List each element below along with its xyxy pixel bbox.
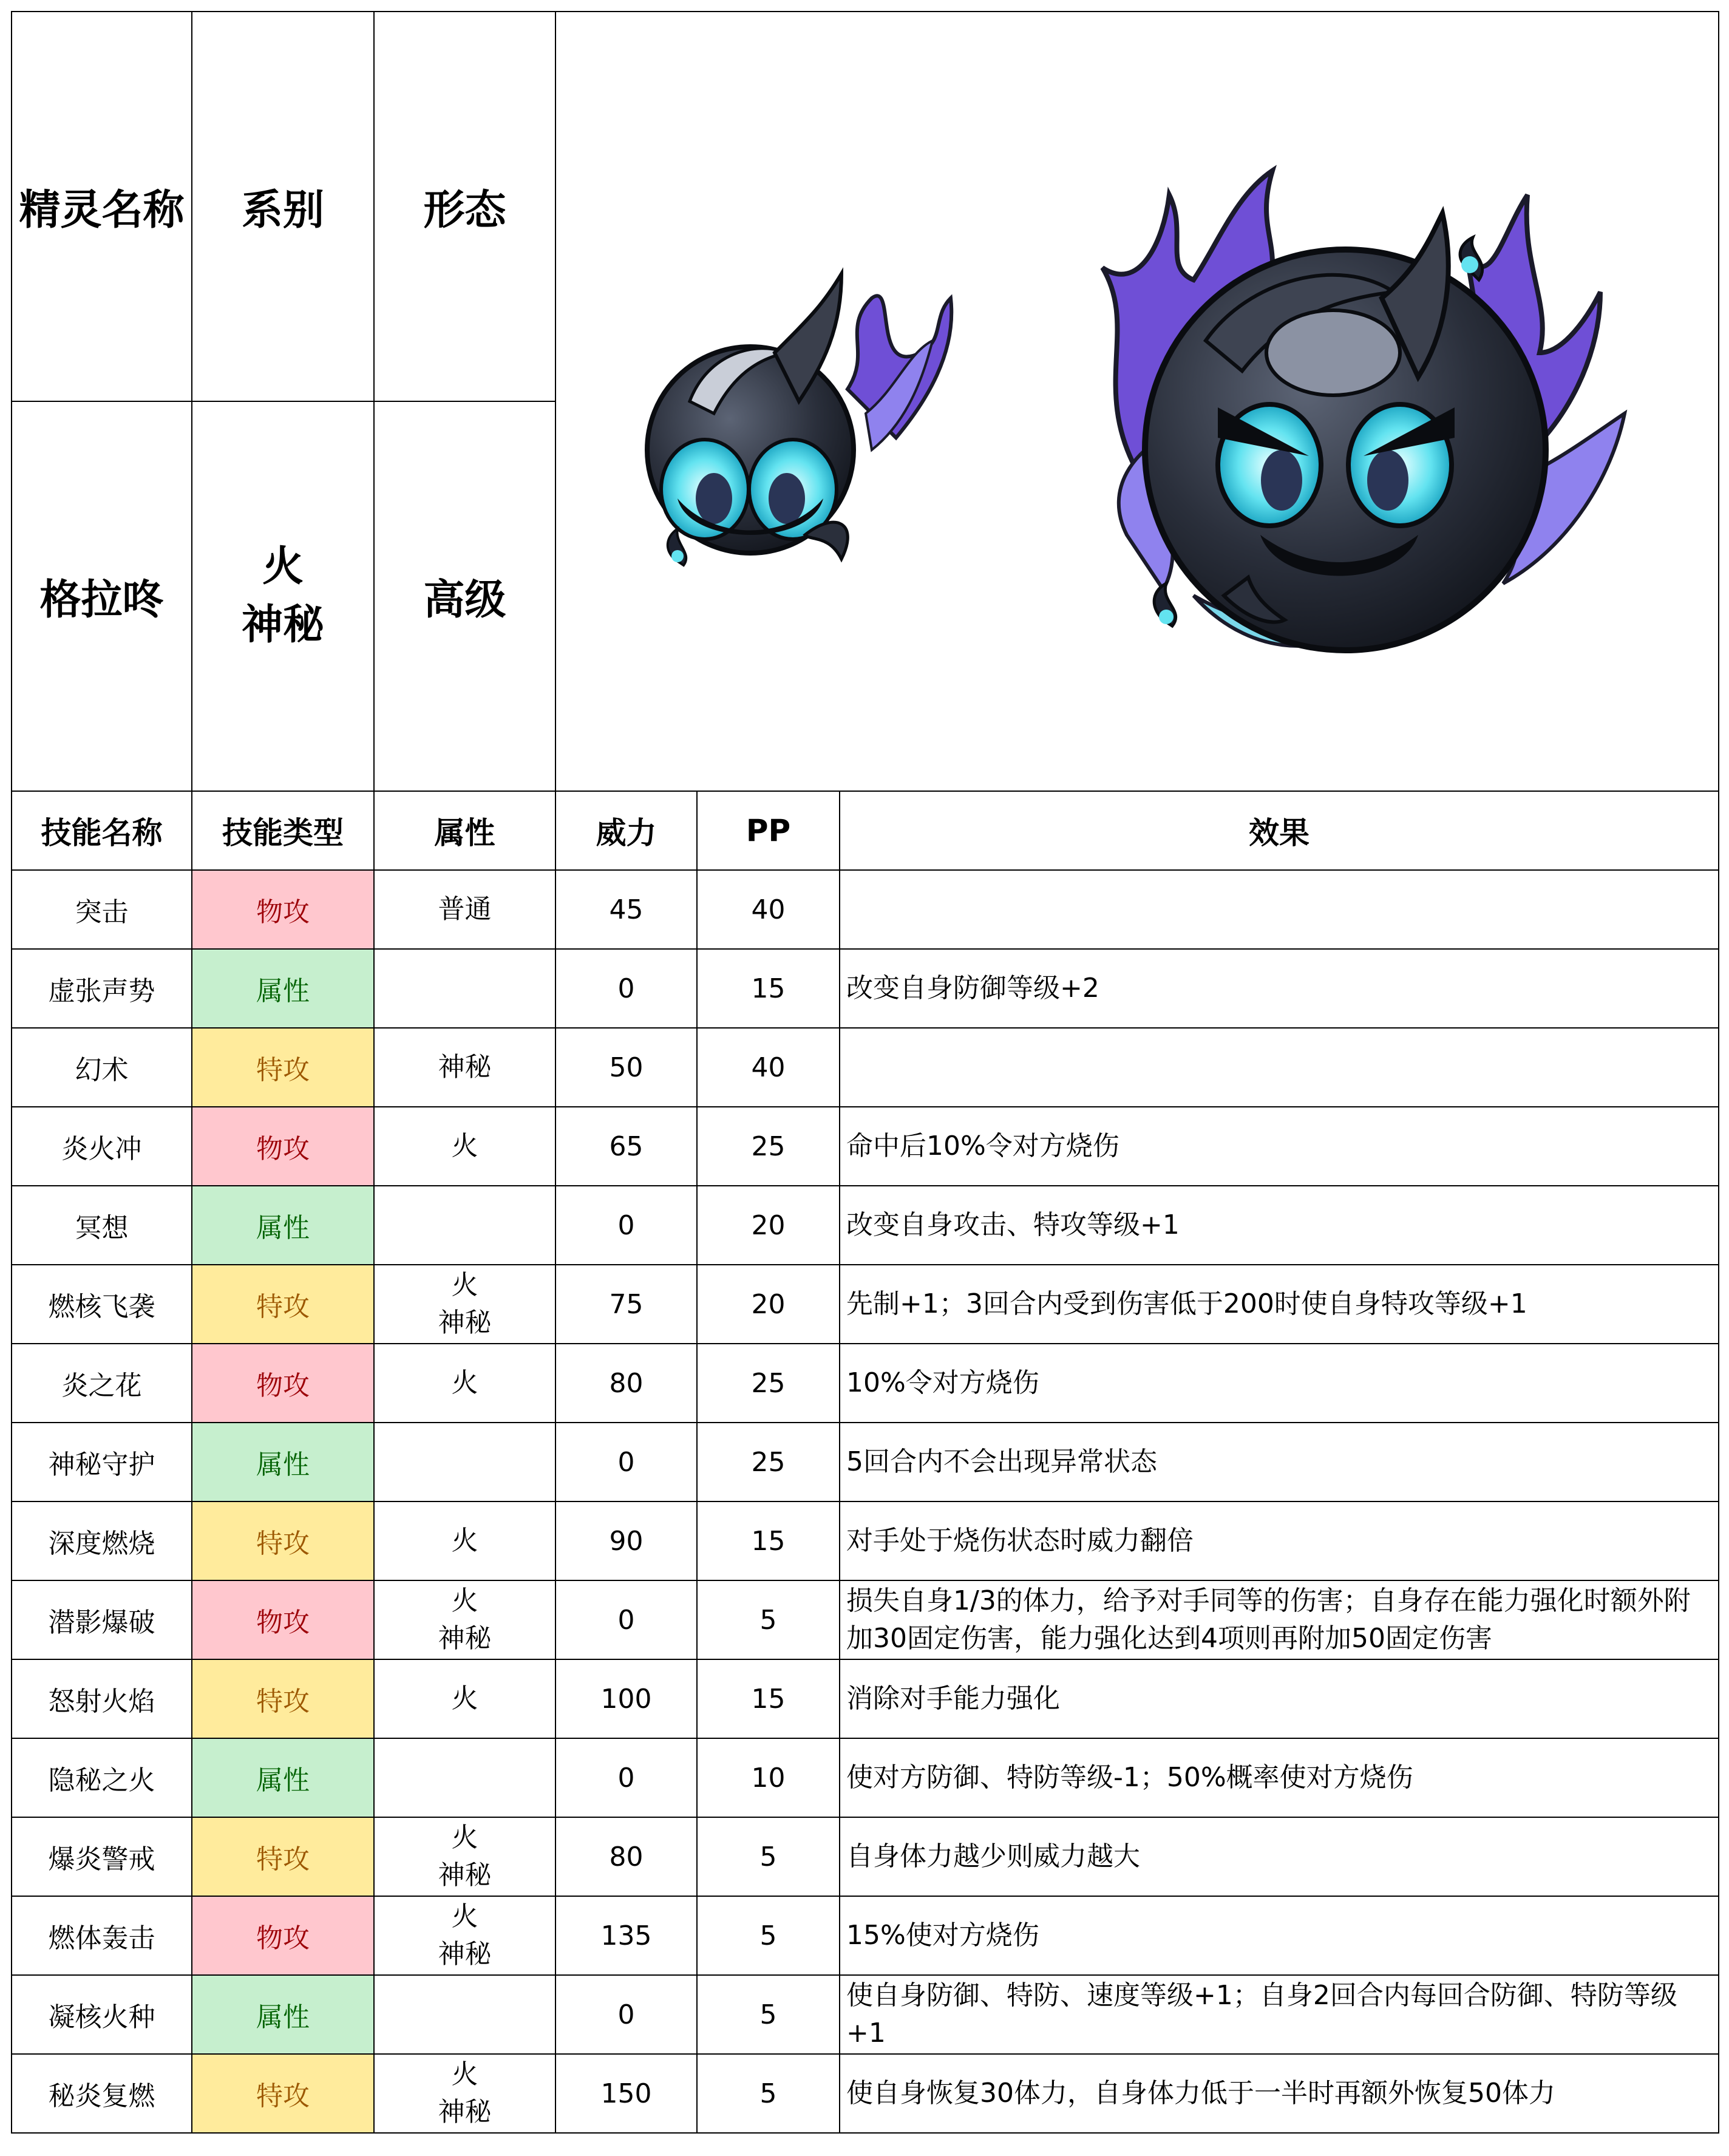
skill-effect: 先制+1；3回合内受到伤害低于200时使自身特攻等级+1 <box>840 1265 1719 1344</box>
skill-effect: 使自身恢复30体力，自身体力低于一半时再额外恢复50体力 <box>840 2054 1719 2133</box>
skill-name: 燃体轰击 <box>12 1896 192 1975</box>
skill-name: 突击 <box>12 870 192 949</box>
skill-effect: 10%令对方烧伤 <box>840 1344 1719 1423</box>
skill-power: 150 <box>555 2054 697 2133</box>
skill-name: 爆炎警戒 <box>12 1817 192 1896</box>
skill-attribute <box>374 1580 555 1659</box>
skill-attribute <box>374 949 555 1028</box>
skill-row <box>12 1580 1719 1659</box>
header-block <box>12 12 1719 791</box>
skill-name: 怒射火焰 <box>12 1659 192 1738</box>
sprite-info-table <box>11 11 1719 2134</box>
skill-pp: 15 <box>697 1501 840 1580</box>
skill-pp: 10 <box>697 1738 840 1817</box>
skill-attribute <box>374 2054 555 2133</box>
skill-row <box>12 1975 1719 2054</box>
skill-attribute <box>374 1186 555 1265</box>
skill-name: 潜影爆破 <box>12 1580 192 1659</box>
skill-type-badge: 物攻 <box>192 1107 374 1186</box>
skill-name: 冥想 <box>12 1186 192 1265</box>
skill-effect: 使对方防御、特防等级-1；50%概率使对方烧伤 <box>840 1738 1719 1817</box>
skill-attribute <box>374 1501 555 1580</box>
skill-attribute-value: 火 <box>451 1683 478 1714</box>
skill-attribute-value: 火 <box>451 1901 478 1932</box>
skill-type-badge: 属性 <box>192 1186 374 1265</box>
skill-effect: 自身体力越少则威力越大 <box>840 1817 1719 1896</box>
col-skill-type: 技能类型 <box>192 791 374 870</box>
sprite-artwork <box>555 12 1719 791</box>
skill-pp: 5 <box>697 1817 840 1896</box>
skill-effect: 15%使对方烧伤 <box>840 1896 1719 1975</box>
skill-row <box>12 1501 1719 1580</box>
skill-type-badge: 物攻 <box>192 1344 374 1423</box>
skill-attribute <box>374 1738 555 1817</box>
skill-type-badge: 特攻 <box>192 1817 374 1896</box>
name-label: 精灵名称 <box>12 12 192 401</box>
skill-name: 虚张声势 <box>12 949 192 1028</box>
skill-name: 神秘守护 <box>12 1423 192 1501</box>
skill-type-badge: 特攻 <box>192 1265 374 1344</box>
skill-power: 0 <box>555 1738 697 1817</box>
skill-attribute <box>374 1265 555 1344</box>
col-skill-name: 技能名称 <box>12 791 192 870</box>
skill-attribute <box>374 1659 555 1738</box>
sprite-type-values <box>192 401 374 791</box>
skill-attribute-value: 神秘 <box>438 2096 492 2127</box>
sprite-type-1: 火 <box>262 543 304 591</box>
skill-pp: 25 <box>697 1423 840 1501</box>
skill-attribute-value: 火 <box>451 1525 478 1556</box>
type-label: 系别 <box>192 12 374 401</box>
skill-effect: 改变自身攻击、特攻等级+1 <box>840 1186 1719 1265</box>
skill-attribute <box>374 1028 555 1107</box>
skill-type-badge: 特攻 <box>192 1659 374 1738</box>
skill-effect: 命中后10%令对方烧伤 <box>840 1107 1719 1186</box>
skill-pp: 5 <box>697 2054 840 2133</box>
skill-power: 80 <box>555 1344 697 1423</box>
skill-row <box>12 870 1719 949</box>
skill-row <box>12 1265 1719 1344</box>
skill-effect: 5回合内不会出现异常状态 <box>840 1423 1719 1501</box>
large-form-sprite <box>1102 171 1625 650</box>
skill-name: 秘炎复燃 <box>12 2054 192 2133</box>
skill-effect <box>840 1028 1719 1107</box>
skill-type-badge: 物攻 <box>192 1896 374 1975</box>
skill-type-badge: 特攻 <box>192 1028 374 1107</box>
skill-row <box>12 1817 1719 1896</box>
skill-pp: 5 <box>697 1975 840 2054</box>
skill-power: 0 <box>555 949 697 1028</box>
skill-attribute-value: 普通 <box>438 894 492 925</box>
skill-row <box>12 1738 1719 1817</box>
skill-attribute-value: 神秘 <box>438 1307 492 1338</box>
skill-attribute <box>374 1423 555 1501</box>
skill-attribute-value: 神秘 <box>438 1939 492 1970</box>
skill-effect: 对手处于烧伤状态时威力翻倍 <box>840 1501 1719 1580</box>
skill-attribute <box>374 1896 555 1975</box>
skill-type-badge: 属性 <box>192 1423 374 1501</box>
skill-attribute <box>374 1344 555 1423</box>
skill-name: 凝核火种 <box>12 1975 192 2054</box>
skill-column-headers <box>12 791 1719 870</box>
skill-effect: 改变自身防御等级+2 <box>840 949 1719 1028</box>
skill-attribute-value: 火 <box>451 1367 478 1398</box>
skill-pp: 20 <box>697 1186 840 1265</box>
skill-row <box>12 1028 1719 1107</box>
skill-attribute-value: 火 <box>451 2059 478 2090</box>
skill-pp: 40 <box>697 870 840 949</box>
skill-type-badge: 属性 <box>192 949 374 1028</box>
skill-type-badge: 属性 <box>192 1738 374 1817</box>
skill-pp: 40 <box>697 1028 840 1107</box>
skill-type-badge: 特攻 <box>192 1501 374 1580</box>
sprite-form: 高级 <box>374 401 555 791</box>
skill-name: 燃核飞袭 <box>12 1265 192 1344</box>
skill-power: 45 <box>555 870 697 949</box>
sprite-type-2: 神秘 <box>241 601 324 649</box>
skill-name: 幻术 <box>12 1028 192 1107</box>
skill-power: 0 <box>555 1975 697 2054</box>
col-effect: 效果 <box>840 791 1719 870</box>
skill-attribute-value: 火 <box>451 1270 478 1301</box>
skill-power: 100 <box>555 1659 697 1738</box>
skill-pp: 15 <box>697 949 840 1028</box>
skill-attribute <box>374 1107 555 1186</box>
skill-row <box>12 1344 1719 1423</box>
skill-power: 0 <box>555 1186 697 1265</box>
skill-attribute-value: 火 <box>451 1585 478 1616</box>
skill-effect: 损失自身1/3的体力，给予对手同等的伤害；自身存在能力强化时额外附加30固定伤害，能力强化达到4项则再附加50固定伤害 <box>840 1580 1719 1659</box>
skill-name: 隐秘之火 <box>12 1738 192 1817</box>
skill-row <box>12 949 1719 1028</box>
skill-power: 65 <box>555 1107 697 1186</box>
skill-row <box>12 1423 1719 1501</box>
skill-rows <box>12 870 1719 2133</box>
skill-pp: 20 <box>697 1265 840 1344</box>
sprite-name: 格拉咚 <box>12 401 192 791</box>
col-power: 威力 <box>555 791 697 870</box>
skill-name: 深度燃烧 <box>12 1501 192 1580</box>
skill-pp: 25 <box>697 1344 840 1423</box>
skill-attribute-value: 神秘 <box>438 1860 492 1891</box>
skill-pp: 25 <box>697 1107 840 1186</box>
skill-effect <box>840 870 1719 949</box>
skill-row <box>12 2054 1719 2133</box>
skill-effect: 使自身防御、特防、速度等级+1；自身2回合内每回合防御、特防等级+1 <box>840 1975 1719 2054</box>
col-attribute: 属性 <box>374 791 555 870</box>
skill-attribute <box>374 870 555 949</box>
skill-attribute-value: 神秘 <box>438 1052 492 1083</box>
skill-type-badge: 特攻 <box>192 2054 374 2133</box>
skill-row <box>12 1107 1719 1186</box>
skill-power: 75 <box>555 1265 697 1344</box>
skill-power: 50 <box>555 1028 697 1107</box>
skill-power: 80 <box>555 1817 697 1896</box>
skill-attribute-value: 火 <box>451 1131 478 1161</box>
skill-power: 90 <box>555 1501 697 1580</box>
col-pp: PP <box>697 791 840 870</box>
skill-attribute <box>374 1975 555 2054</box>
skill-attribute-value: 神秘 <box>438 1623 492 1654</box>
skill-power: 135 <box>555 1896 697 1975</box>
skill-pp: 5 <box>697 1580 840 1659</box>
skill-sheet <box>11 11 1718 2148</box>
skill-row <box>12 1659 1719 1738</box>
skill-name: 炎之花 <box>12 1344 192 1423</box>
skill-row <box>12 1186 1719 1265</box>
skill-type-badge: 属性 <box>192 1975 374 2054</box>
small-form-sprite <box>647 274 951 565</box>
skill-pp: 15 <box>697 1659 840 1738</box>
skill-attribute-value: 火 <box>451 1822 478 1853</box>
form-label: 形态 <box>374 12 555 401</box>
skill-row <box>12 1896 1719 1975</box>
skill-name: 炎火冲 <box>12 1107 192 1186</box>
skill-type-badge: 物攻 <box>192 870 374 949</box>
skill-pp: 5 <box>697 1896 840 1975</box>
sprite-illustration <box>556 13 1718 790</box>
skill-power: 0 <box>555 1580 697 1659</box>
skill-power: 0 <box>555 1423 697 1501</box>
skill-effect: 消除对手能力强化 <box>840 1659 1719 1738</box>
skill-type-badge: 物攻 <box>192 1580 374 1659</box>
skill-attribute <box>374 1817 555 1896</box>
